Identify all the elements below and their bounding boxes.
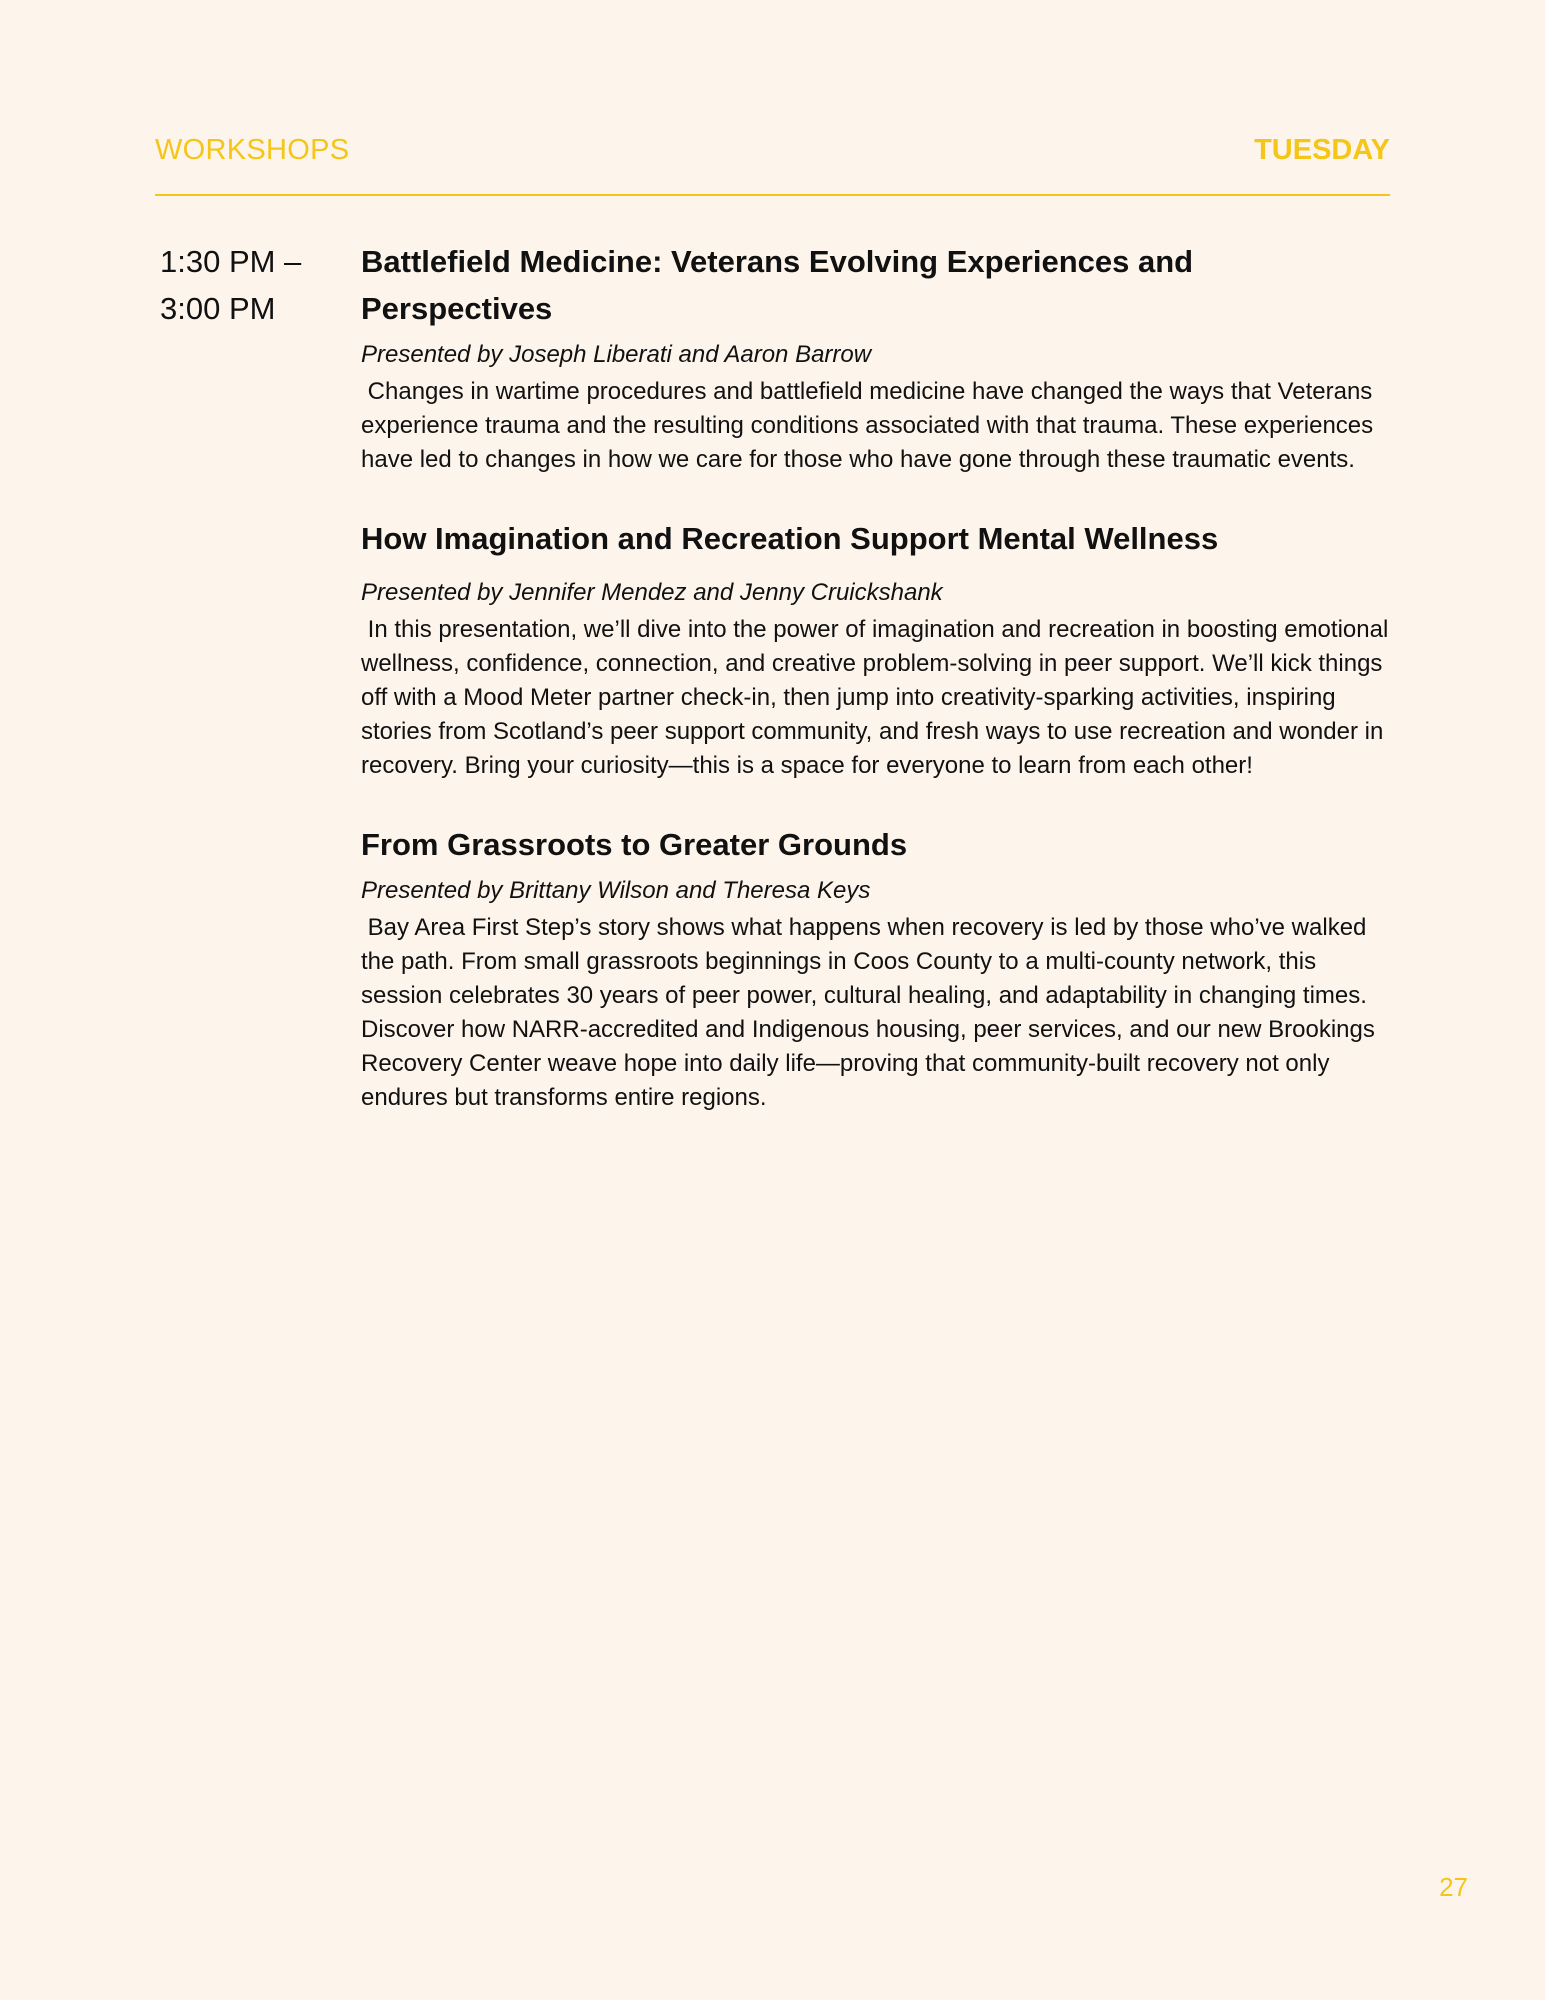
time-slot-start: 1:30 PM –: [160, 244, 302, 279]
session-title: How Imagination and Recreation Support Mental Wellness: [361, 521, 1219, 556]
session-description: Bay Area First Step’s story shows what happens when recovery is led by those who’ve walked the path. From small grassroots beginnings in Coos County to a multi-county network, this session celebrates 30 years of peer power, cultural healing, and adaptability in changing times. Discover how NARR-accredited and Indigenous housing, peer services, and our new Brookings Recovery Center weave hope into daily life—proving that community-built recovery not only endures but transforms entire regions.: [361, 914, 1382, 1111]
time-slot-end: 3:00 PM: [160, 291, 276, 326]
time-slot: [160, 238, 340, 332]
session-list: [361, 238, 1393, 1153]
session-title: Battlefield Medicine: Veterans Evolving Experiences and Perspectives: [361, 244, 1194, 326]
session-description: In this presentation, we’ll dive into the power of imagination and recreation in boosting emotional wellness, confidence, connection, and creative problem-solving in peer support. We’ll kick things off with a Mood Meter partner check-in, then jump into creativity-sparking activities, inspiring stories from Scotland’s peer support community, and fresh ways to use recreation and wonder in recovery. Bring your curiosity—this is a space for everyone to learn from each other!: [361, 616, 1395, 779]
session-item: [361, 238, 1393, 477]
session-item: [361, 821, 1393, 1115]
session-item: [361, 515, 1393, 783]
session-description: Changes in wartime procedures and battlefield medicine have changed the ways that Veterans experience trauma and the resulting conditions associated with that trauma. These experiences have led to changes in how we care for those who have gone through these traumatic events.: [361, 378, 1380, 473]
section-label: WORKSHOPS: [155, 134, 350, 166]
session-title: From Grassroots to Greater Grounds: [361, 827, 908, 862]
session-presenters: Presented by Brittany Wilson and Theresa Keys: [361, 877, 871, 904]
session-presenters: Presented by Joseph Liberati and Aaron Barrow: [361, 341, 872, 368]
day-label: TUESDAY: [1254, 134, 1390, 166]
page-header: [155, 134, 1390, 196]
page-number: 27: [1439, 1872, 1468, 1902]
session-presenters: Presented by Jennifer Mendez and Jenny Cruickshank: [361, 579, 943, 606]
